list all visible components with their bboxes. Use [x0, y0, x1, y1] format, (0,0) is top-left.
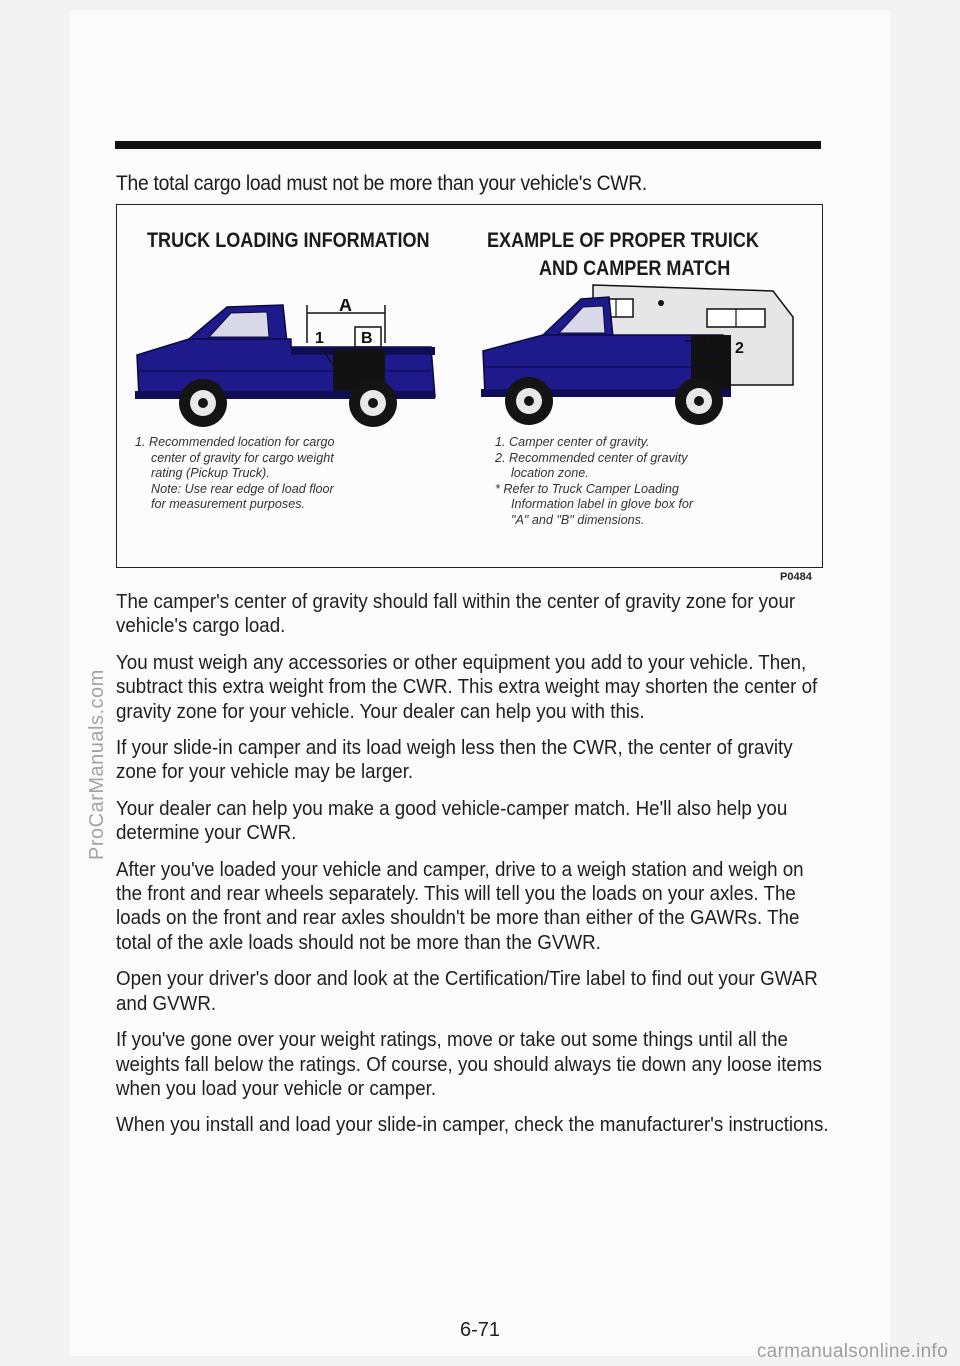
left-caption-line: center of gravity for cargo weight	[151, 450, 334, 465]
left-caption-line: Note: Use rear edge of load floor	[151, 481, 334, 496]
right-caption	[495, 435, 693, 528]
body-text	[116, 590, 828, 1150]
truck-camper-illustration	[473, 277, 813, 427]
left-caption-line: 1. Recommended location for cargo	[135, 435, 335, 449]
paragraph: If you've gone over your weight ratings, move or take out some things until all the weights fall below the ratings. Of course, you should always tie down any loose items when you load your vehicle or camper.	[116, 1028, 822, 1100]
page-number: 6-71	[459, 1319, 501, 1341]
paragraph: You must weigh any accessories or other equipment you add to your vehicle. Then, subtract this extra weight from the CWR. This extra weight may shorten the center of gravity zone for your vehicle. Your dealer can help you with this.	[116, 650, 818, 723]
right-caption-line: Information label in glove box for	[511, 497, 694, 511]
marker-a: A	[339, 299, 352, 315]
right-caption-line: 1. Camper center of gravity.	[495, 435, 650, 449]
figure-title-right-line1: EXAMPLE OF PROPER TRUICK	[487, 229, 759, 252]
figure-code: P0484	[780, 571, 812, 583]
marker-2: 2	[735, 340, 744, 357]
marker-1: 1	[315, 330, 324, 347]
marker-1-right: 1	[709, 338, 718, 355]
paragraph: Your dealer can help you make a good vehicle-camper match. He'll also help you determine your CWR.	[116, 796, 788, 845]
paragraph: Open your driver's door and look at the Certification/Tire label to find out your GWAR and GVWR.	[116, 967, 818, 1015]
side-watermark: ProCarManuals.com	[86, 669, 108, 860]
paragraph: When you install and load your slide-in camper, check the manufacturer's instructions.	[116, 1113, 829, 1137]
left-caption	[135, 435, 335, 513]
pickup-truck-illustration	[131, 299, 461, 429]
intro-text: The total cargo load must not be more than your vehicle's CWR.	[116, 172, 648, 195]
marker-b: B	[361, 330, 373, 347]
paragraph: The camper's center of gravity should fall within the center of gravity zone for your vehicle's cargo load.	[116, 590, 796, 638]
right-caption-line: 2. Recommended center of gravity	[495, 450, 688, 465]
right-caption-line: "A" and "B" dimensions.	[511, 512, 645, 527]
figure-title-right-line2: AND CAMPER MATCH	[539, 257, 731, 280]
left-caption-line: for measurement purposes.	[151, 497, 305, 511]
paragraph: If your slide-in camper and its load weigh less then the CWR, the center of gravity zone for your vehicle may be larger.	[116, 736, 793, 784]
top-rule	[115, 141, 821, 149]
figure-title-left: TRUCK LOADING INFORMATION	[147, 229, 430, 252]
left-caption-line: rating (Pickup Truck).	[151, 466, 270, 480]
figure-box	[116, 204, 823, 568]
bottom-watermark: carmanualsonline.info	[756, 1341, 948, 1362]
right-caption-line: location zone.	[511, 466, 589, 480]
right-caption-line: * Refer to Truck Camper Loading	[495, 481, 679, 496]
paragraph: After you've loaded your vehicle and camper, drive to a weigh station and weigh on the front and rear wheels separately. This will tell you the loads on your axles. The loads on the front and rear axles shouldn't be more than either of the GAWRs. The total of the axle loads should not be more than the GVWR.	[116, 857, 804, 954]
